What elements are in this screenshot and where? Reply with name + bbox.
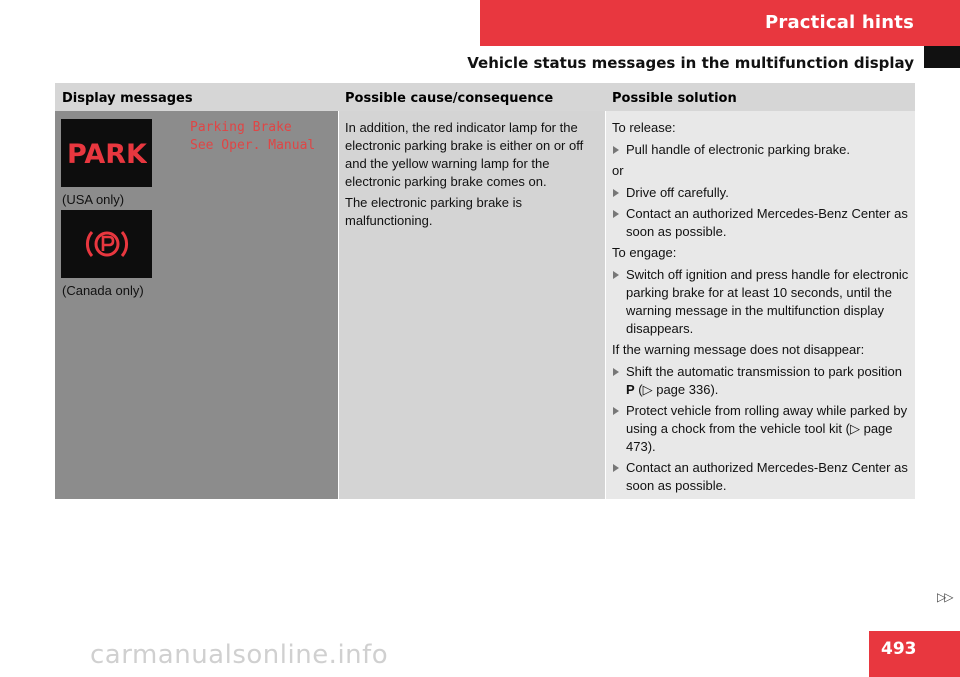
- solution-step: Shift the automatic transmission to park position P (▷ page 336).: [612, 363, 912, 399]
- display-message-line2: See Oper. Manual: [190, 138, 316, 153]
- if-not-disappear-label: If the warning message does not disappear:: [612, 342, 865, 357]
- solution-step: Protect vehicle from rolling away while parked by using a chock from the vehicle tool kit (▷ page 473).: [612, 402, 912, 456]
- park-icon-text: PARK: [66, 139, 147, 170]
- release-label: To release:: [612, 120, 676, 135]
- section-header: [480, 0, 960, 46]
- bullet-arrow-icon: [613, 368, 619, 376]
- watermark: carmanualsonline.info: [90, 640, 389, 670]
- or-label: or: [612, 163, 624, 178]
- park-warning-icon: [61, 119, 152, 187]
- bullet-arrow-icon: [613, 189, 619, 197]
- cause-paragraph: In addition, the red indicator lamp for the electronic parking brake is either on or off and the yellow warning lamp for the electronic parking brake comes on.: [345, 120, 584, 189]
- bullet-arrow-icon: [613, 146, 619, 154]
- display-message-line1: Parking Brake: [190, 120, 292, 135]
- bullet-arrow-icon: [613, 407, 619, 415]
- usa-only-note: (USA only): [62, 192, 125, 207]
- bullet-arrow-icon: [613, 464, 619, 472]
- solution-step: Contact an authorized Mercedes-Benz Center as soon as possible.: [612, 205, 912, 241]
- bullet-arrow-icon: [613, 210, 619, 218]
- engage-label: To engage:: [612, 245, 677, 260]
- park-position-letter: P: [626, 382, 635, 397]
- header-tab-marker: [924, 46, 960, 68]
- status-messages-table: [55, 83, 915, 499]
- page-subtitle: Vehicle status messages in the multifunction display: [467, 54, 914, 72]
- continue-arrows-icon: ▷▷: [937, 590, 952, 604]
- possible-solution-cell: [606, 111, 915, 499]
- table-header-row: [55, 83, 915, 111]
- solution-step: Switch off ignition and press handle for electronic parking brake for at least 10 seconds, until the warning message in the multifunction display disappears.: [612, 266, 912, 338]
- canada-only-note: (Canada only): [62, 283, 144, 298]
- page-number: 493: [881, 639, 917, 659]
- header-display-messages: Display messages: [62, 91, 193, 106]
- solution-step: Drive off carefully.: [612, 184, 912, 202]
- solution-step: Contact an authorized Mercedes-Benz Center as soon as possible.: [612, 459, 912, 495]
- solution-step: Pull handle of electronic parking brake.: [612, 141, 912, 159]
- parking-brake-icon: [61, 210, 152, 278]
- display-message-text: [190, 119, 315, 155]
- bullet-arrow-icon: [613, 271, 619, 279]
- display-messages-cell: [55, 111, 338, 499]
- possible-cause-cell: [339, 111, 605, 499]
- header-possible-solution: Possible solution: [612, 91, 737, 106]
- page-number-box: [869, 631, 960, 677]
- cause-paragraph: The electronic parking brake is malfunctioning.: [345, 195, 523, 228]
- header-possible-cause: Possible cause/consequence: [345, 91, 554, 106]
- section-title: Practical hints: [764, 12, 914, 33]
